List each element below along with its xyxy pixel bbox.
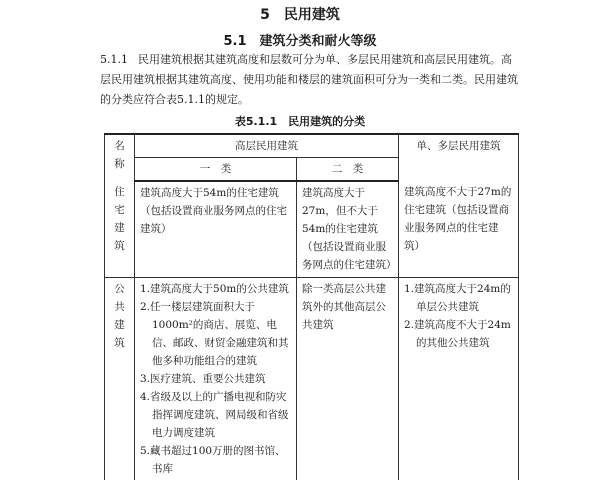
clause-text: 民用建筑根据其建筑高度和层数可分为单、多层民用建筑和高层民用建筑。高层民用建筑根据其建筑高度、使用功能和楼层的建筑面积可分为一类和二类。民用建筑的分类应符合表5.1.1的规定。 bbox=[100, 53, 518, 106]
chapter-title: 5 民用建筑 bbox=[0, 4, 600, 24]
header-name: 名称 bbox=[105, 134, 135, 181]
clause-number: 5.1.1 bbox=[100, 53, 128, 66]
cell-class1: 建筑高度大于54m的住宅建筑（包括设置商业服务网点的住宅建筑） bbox=[135, 181, 297, 278]
list-item: 2.建筑高度不大于24m的其他公共建筑 bbox=[404, 316, 513, 352]
table-row bbox=[105, 181, 519, 278]
class1-list bbox=[140, 280, 291, 478]
header-lowrise: 单、多层民用建筑 bbox=[399, 134, 519, 181]
list-item: 3.医疗建筑、重要公共建筑 bbox=[140, 370, 291, 388]
header-class1: 一 类 bbox=[135, 158, 297, 182]
cell-class1 bbox=[135, 278, 297, 480]
header-highrise: 高层民用建筑 bbox=[135, 134, 399, 158]
cell-lowrise: 建筑高度不大于27m的住宅建筑（包括设置商业服务网点的住宅建筑） bbox=[399, 181, 519, 278]
list-item: 4.省级及以上的广播电视和防灾指挥调度建筑、网局级和省级电力调度建筑 bbox=[140, 388, 291, 442]
row-name: 公共建筑 bbox=[105, 278, 135, 480]
section-title: 5.1 建筑分类和耐火等级 bbox=[0, 30, 600, 49]
clause-paragraph bbox=[100, 50, 520, 110]
header-class2: 二 类 bbox=[297, 158, 399, 182]
table-row bbox=[105, 278, 519, 480]
table-caption: 表5.1.1 民用建筑的分类 bbox=[0, 113, 600, 129]
building-classification-table bbox=[104, 133, 519, 480]
cell-lowrise bbox=[399, 278, 519, 480]
row-name: 住宅建筑 bbox=[105, 181, 135, 278]
cell-class2: 除一类高层公共建筑外的其他高层公共建筑 bbox=[297, 278, 399, 480]
list-item: 5.藏书超过100万册的图书馆、书库 bbox=[140, 442, 291, 478]
list-item: 1.建筑高度大于50m的公共建筑 bbox=[140, 280, 291, 298]
cell-class2: 建筑高度大于27m，但不大于54m的住宅建筑（包括设置商业服务网点的住宅建筑） bbox=[297, 181, 399, 278]
lowrise-list bbox=[404, 280, 513, 352]
list-item: 1.建筑高度大于24m的单层公共建筑 bbox=[404, 280, 513, 316]
list-item: 2.任一楼层建筑面积大于1000m²的商店、展览、电信、邮政、财贸金融建筑和其他多种功能组合的建筑 bbox=[140, 298, 291, 370]
